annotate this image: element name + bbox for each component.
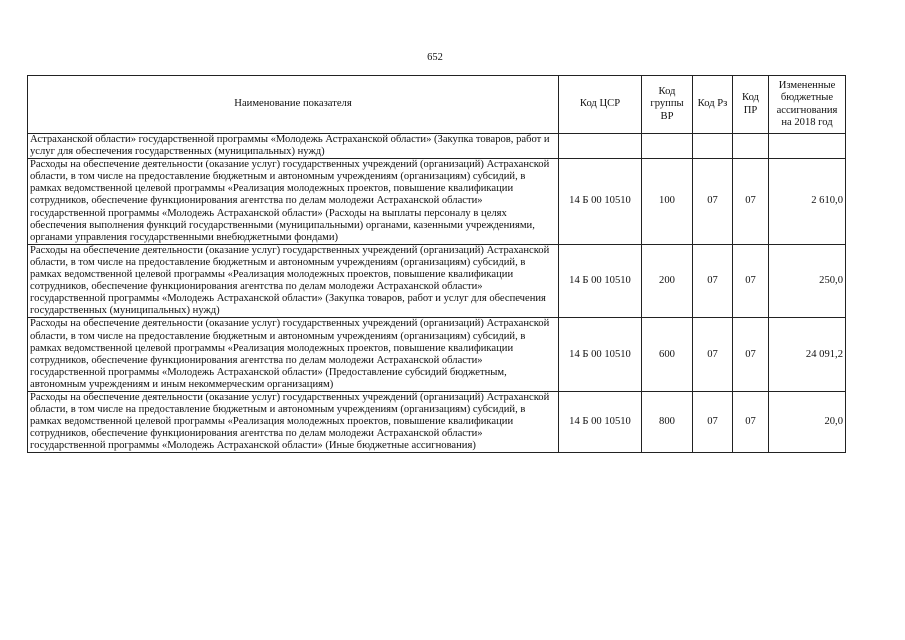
row-amount: 250,0: [769, 244, 846, 318]
row-pr-code: 07: [733, 391, 769, 452]
table-row: [28, 244, 846, 318]
row-pr-code: 07: [733, 318, 769, 392]
row-vr-code: 600: [642, 318, 693, 392]
table-header-row: [28, 76, 846, 134]
row-rz-code: 07: [693, 244, 733, 318]
header-vr-code: Код группы ВР: [642, 76, 693, 134]
row-name: Астраханской области» государственной программы «Молодежь Астраханской области» (Закупка товаров, работ и услуг для обеспечения государственных (муниципальных) нужд): [28, 134, 559, 159]
row-vr-code: 800: [642, 391, 693, 452]
row-pr-code: 07: [733, 159, 769, 245]
row-pr-code: 07: [733, 244, 769, 318]
row-csr-code: 14 Б 00 10510: [559, 391, 642, 452]
row-name: Расходы на обеспечение деятельности (оказание услуг) государственных учреждений (организаций) Астраханской области, в том числе на предоставление бюджетным и автономным учреждениям (организациям) субсидий, в рамках ведомственной целевой программы «Реализация молодежных проектов, повышение квалификации сотрудников, обеспечение функционирования агентства по делам молодежи Астраханской области» государственной программы «Молодежь Астраханской области» (Расходы на выплаты персоналу в целях обеспечения выполнения функций государственными (муниципальными) органами, казенными учреждениями, органами управления государственными внебюджетными фондами): [28, 159, 559, 245]
budget-table: [27, 75, 846, 453]
header-rz-code: Код Рз: [693, 76, 733, 134]
table-row: [28, 159, 846, 245]
row-rz-code: 07: [693, 391, 733, 452]
row-name: Расходы на обеспечение деятельности (оказание услуг) государственных учреждений (организаций) Астраханской области, в том числе на предоставление бюджетным и автономным учреждениям (организациям) субсидий, в рамках ведомственной целевой программы «Реализация молодежных проектов, повышение квалификации сотрудников, обеспечение функционирования агентства по делам молодежи Астраханской области» государственной программы «Молодежь Астраханской области» (Закупка товаров, работ и услуг для обеспечения государственных (муниципальных) нужд): [28, 244, 559, 318]
row-name: Расходы на обеспечение деятельности (оказание услуг) государственных учреждений (организаций) Астраханской области, в том числе на предоставление бюджетным и автономным учреждениям (организациям) субсидий, в рамках ведомственной целевой программы «Реализация молодежных проектов, повышение квалификации сотрудников, обеспечение функционирования агентства по делам молодежи Астраханской области» государственной программы «Молодежь Астраханской области» (Предоставление субсидий бюджетным, автономным учреждениям и иным некоммерческим организациям): [28, 318, 559, 392]
page-number: 652: [427, 52, 443, 63]
table-row: [28, 318, 846, 392]
row-amount: 24 091,2: [769, 318, 846, 392]
row-rz-code: 07: [693, 318, 733, 392]
header-pr-code: Код ПР: [733, 76, 769, 134]
row-rz-code: 07: [693, 159, 733, 245]
row-vr-code: [642, 134, 693, 159]
row-rz-code: [693, 134, 733, 159]
row-pr-code: [733, 134, 769, 159]
table-row: [28, 134, 846, 159]
row-vr-code: 100: [642, 159, 693, 245]
row-vr-code: 200: [642, 244, 693, 318]
row-csr-code: 14 Б 00 10510: [559, 318, 642, 392]
row-amount: [769, 134, 846, 159]
header-amount: Измененные бюджетные ассигнования на 2018 год: [769, 76, 846, 134]
row-csr-code: [559, 134, 642, 159]
row-csr-code: 14 Б 00 10510: [559, 159, 642, 245]
header-csr-code: Код ЦСР: [559, 76, 642, 134]
row-amount: 20,0: [769, 391, 846, 452]
row-amount: 2 610,0: [769, 159, 846, 245]
table-row: [28, 391, 846, 452]
header-name: Наименование показателя: [28, 76, 559, 134]
row-name: Расходы на обеспечение деятельности (оказание услуг) государственных учреждений (организаций) Астраханской области, в том числе на предоставление бюджетным и автономным учреждениям (организациям) субсидий, в рамках ведомственной целевой программы «Реализация молодежных проектов, повышение квалификации сотрудников, обеспечение функционирования агентства по делам молодежи Астраханской области» государственной программы «Молодежь Астраханской области» (Иные бюджетные ассигнования): [28, 391, 559, 452]
row-csr-code: 14 Б 00 10510: [559, 244, 642, 318]
